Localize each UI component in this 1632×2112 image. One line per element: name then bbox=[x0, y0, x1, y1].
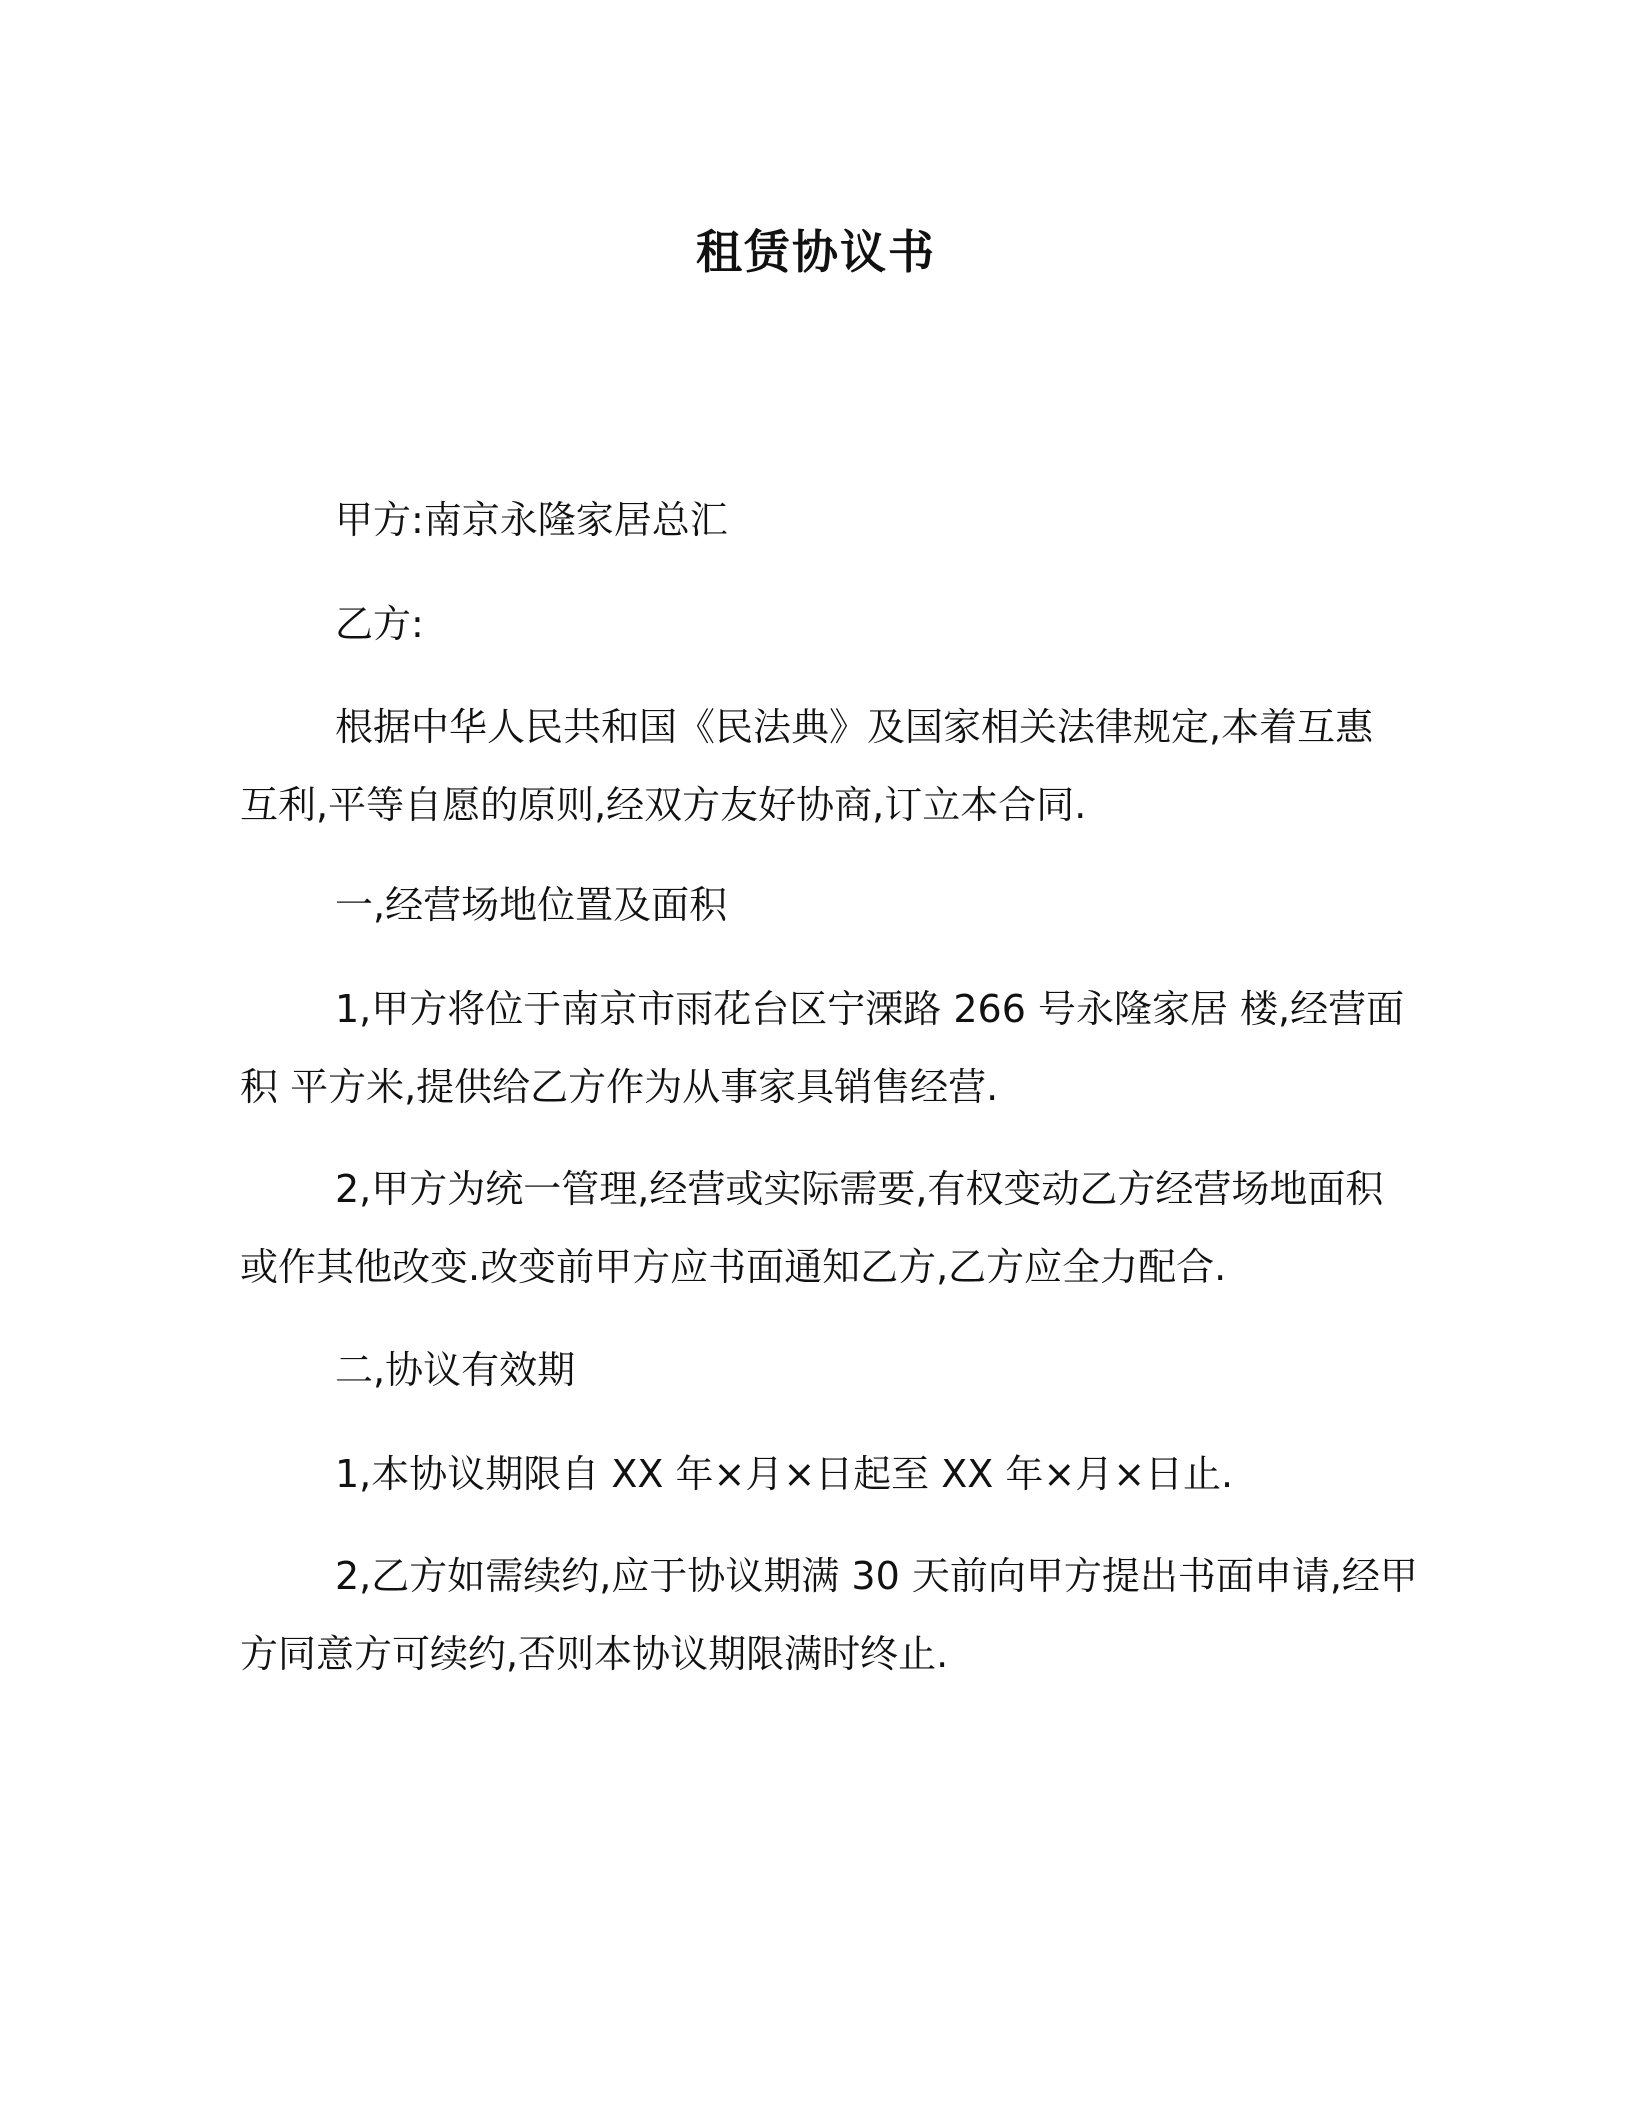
preamble-line-2: 互利,平等自愿的原则,经双方友好协商,订立本合同. bbox=[240, 783, 1087, 827]
party-b-line: 乙方: bbox=[335, 602, 424, 646]
clause-1-1-line-2: 积 平方米,提供给乙方作为从事家具销售经营. bbox=[240, 1065, 999, 1109]
clause-2-1-line: 1,本协议期限自 XX 年×月×日起至 XX 年×月×日止. bbox=[335, 1452, 1234, 1496]
clause-1-1-line-1: 1,甲方将位于南京市雨花台区宁溧路 266 号永隆家居 楼,经营面 bbox=[335, 987, 1405, 1031]
clause-2-2-line-2: 方同意方可续约,否则本协议期限满时终止. bbox=[240, 1632, 949, 1676]
section-1-heading: 一,经营场地位置及面积 bbox=[335, 883, 728, 927]
preamble-line-1: 根据中华人民共和国《民法典》及国家相关法律规定,本着互惠 bbox=[335, 705, 1374, 749]
clause-1-2-line-2: 或作其他改变.改变前甲方应书面通知乙方,乙方应全力配合. bbox=[240, 1245, 1227, 1289]
section-2-heading: 二,协议有效期 bbox=[335, 1348, 576, 1392]
party-a-line: 甲方:南京永隆家居总汇 bbox=[335, 498, 728, 542]
clause-1-2-line-1: 2,甲方为统一管理,经营或实际需要,有权变动乙方经营场地面积 bbox=[335, 1167, 1384, 1211]
document-title: 租赁协议书 bbox=[696, 225, 936, 279]
clause-2-2-line-1: 2,乙方如需续约,应于协议期满 30 天前向甲方提出书面申请,经甲 bbox=[335, 1554, 1418, 1598]
